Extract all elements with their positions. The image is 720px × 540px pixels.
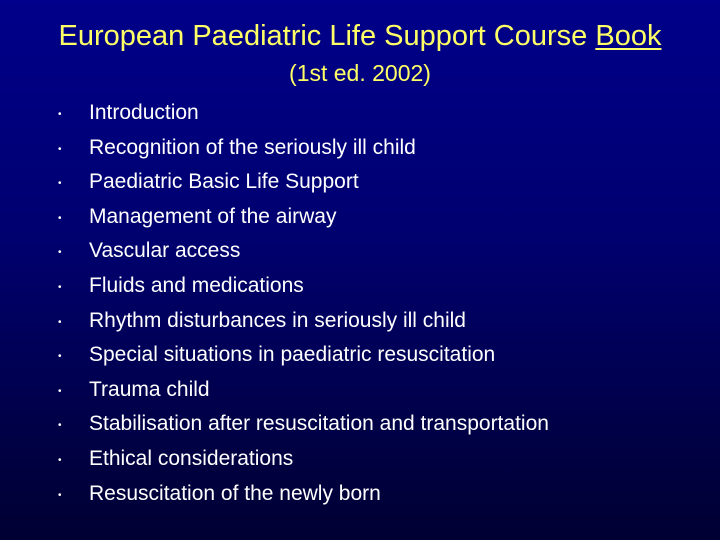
list-item-text: Trauma child <box>89 377 210 401</box>
title-underlined-word: Book <box>595 20 662 52</box>
bullet-icon: • <box>58 420 62 432</box>
list-item-text: Fluids and medications <box>89 273 304 297</box>
bullet-icon: • <box>58 489 62 501</box>
list-item-text: Management of the airway <box>89 204 337 228</box>
bullet-icon: • <box>58 351 62 363</box>
bullet-icon: • <box>58 178 62 190</box>
list-item-text: Stabilisation after resuscitation and transportation <box>89 412 549 436</box>
bullet-icon: • <box>58 143 62 155</box>
list-item-text: Ethical considerations <box>89 446 294 470</box>
bullet-icon: • <box>58 316 62 328</box>
title-main-text: European Paediatric Life Support Course <box>58 20 588 52</box>
list-item-text: Paediatric Basic Life Support <box>89 170 359 194</box>
list-item-text: Rhythm disturbances in seriously ill child <box>89 308 466 332</box>
list-item-text: Resuscitation of the newly born <box>89 481 381 505</box>
bullet-icon: • <box>58 454 62 466</box>
list-item-text: Vascular access <box>89 239 241 263</box>
bullet-icon: • <box>58 281 62 293</box>
bullet-icon: • <box>58 109 62 120</box>
list-item-text: Special situations in paediatric resuscitation <box>89 343 496 367</box>
bullet-icon: • <box>58 385 62 397</box>
slide-title <box>0 18 720 54</box>
slide-subtitle: (1st ed. 2002) <box>289 60 431 86</box>
list-item-text: Introduction <box>89 101 199 124</box>
bullet-icon: • <box>58 247 62 259</box>
list-item-text: Recognition of the seriously ill child <box>89 135 416 159</box>
bullet-icon: • <box>58 212 62 224</box>
